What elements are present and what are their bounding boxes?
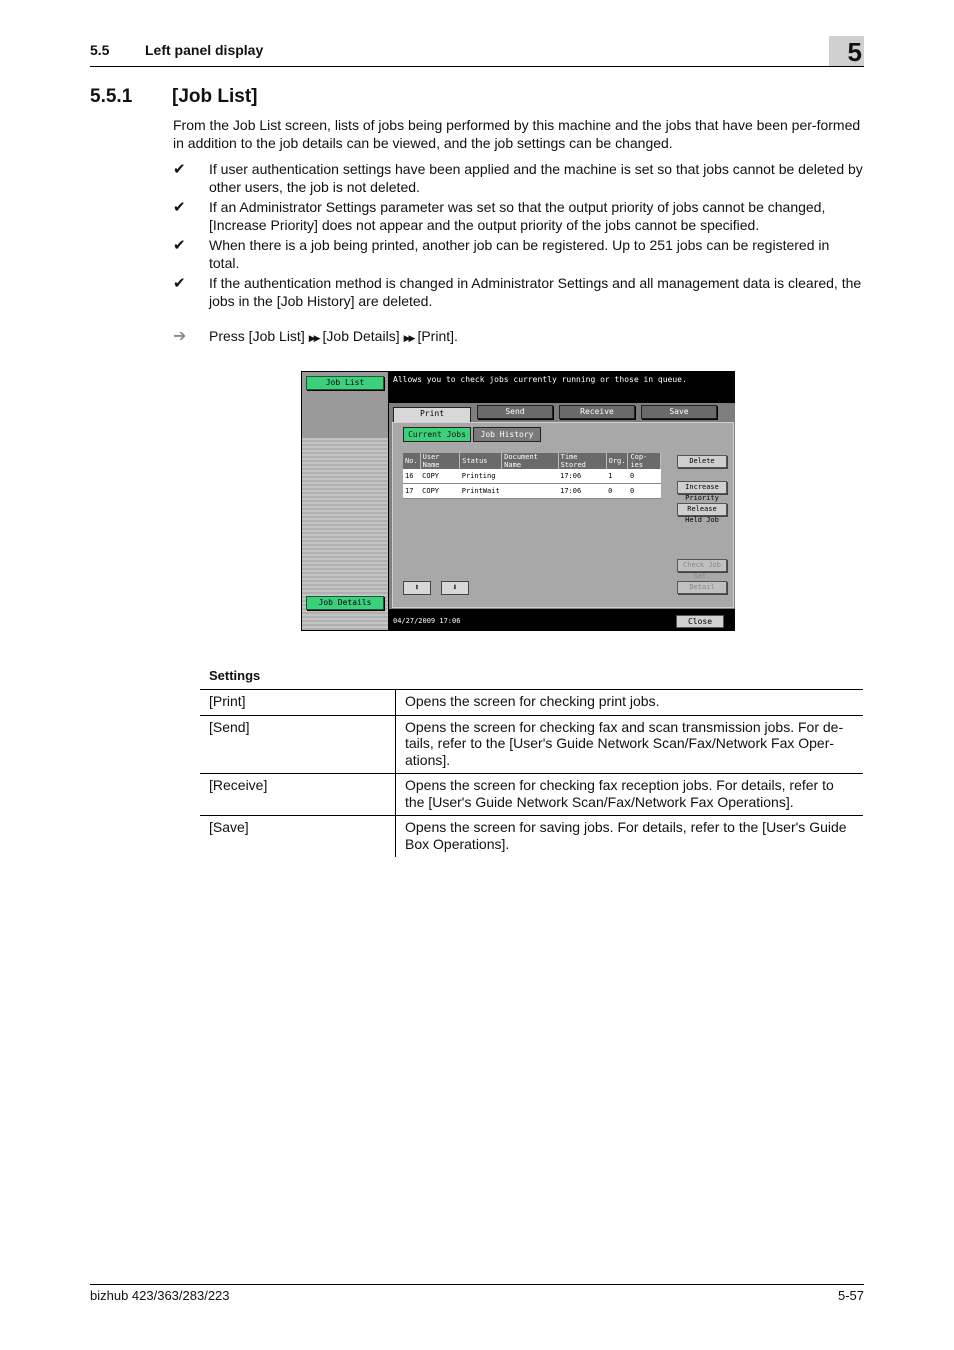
procedure-step: ➔ Press [Job List] ▶▶ [Job Details] ▶▶ [Print]. <box>173 328 458 345</box>
settings-table <box>200 689 863 857</box>
table-row[interactable]: 17 COPY PrintWait 17:06 0 0 <box>403 484 661 499</box>
page-heading <box>90 86 258 108</box>
arrow-right-icon: ➔ <box>173 328 187 345</box>
chapter-badge: 5 <box>829 36 864 66</box>
close-button[interactable]: Close <box>676 615 724 628</box>
scroll-down-button[interactable]: ⬇ <box>441 581 469 595</box>
datetime: 04/27/2009 17:06 <box>393 617 461 625</box>
page-number: 5-57 <box>837 1288 864 1303</box>
heading-number: 5.5.1 <box>90 86 133 107</box>
delete-button[interactable]: Delete <box>677 455 727 468</box>
release-held-job-button[interactable]: Release Held Job <box>677 503 727 516</box>
table-row[interactable]: 16 COPY Printing 17:06 1 0 <box>403 469 661 484</box>
note-item: ✔ When there is a job being printed, another job can be registered. Up to 251 jobs can be registered in total. <box>173 237 830 271</box>
settings-caption: Settings <box>209 668 261 683</box>
scroll-up-button[interactable]: ⬆ <box>403 581 431 595</box>
job-details-button[interactable]: Job Details <box>306 596 384 610</box>
table-row: [Receive] Opens the screen for checking fax reception jobs. For details, refer to the [User's Guide Network Scan/Fax/Network Fax Operations]. <box>200 774 863 816</box>
table-row: [Save] Opens the screen for saving jobs. For details, refer to the [User's Guide Box Operations]. <box>200 816 863 858</box>
note-item: ✔ If the authentication method is changed in Administrator Settings and all management data is cleared, the jobs in the [Job History] are deleted. <box>173 275 862 309</box>
tab-current-jobs[interactable]: Current Jobs <box>403 427 471 442</box>
increase-priority-button[interactable]: Increase Priority <box>677 481 727 494</box>
section-title: Left panel display <box>145 42 264 58</box>
check-job-settings-button[interactable]: Check Job Set. <box>677 559 727 572</box>
tab-send[interactable]: Send <box>477 405 553 419</box>
tab-receive[interactable]: Receive <box>559 405 635 419</box>
check-icon: ✔ <box>173 237 186 254</box>
job-table: No. User Name Status Document Name Time Stored Org. Cop-ies 16 COPY Printing 17:06 1 0 17 COPY PrintWait 17:06 0 0 <box>403 453 661 499</box>
job-list-button[interactable]: Job List <box>306 376 384 390</box>
check-icon: ✔ <box>173 199 186 216</box>
screen-footer <box>389 609 735 631</box>
note-item: ✔ If an Administrator Settings parameter was set so that the output priority of jobs cannot be changed, [Increase Priority] does not appear and the output priority of the jobs cannot be specified. <box>173 199 826 233</box>
double-arrow-icon: ▶▶ <box>308 333 319 343</box>
model-name: bizhub 423/363/283/223 <box>90 1288 230 1303</box>
double-arrow-icon: ▶▶ <box>403 333 414 343</box>
job-panel <box>389 403 735 631</box>
detail-button[interactable]: Detail <box>677 581 727 594</box>
table-row: [Print] Opens the screen for checking print jobs. <box>200 690 863 716</box>
heading-title: [Job List] <box>172 86 258 107</box>
tab-print[interactable]: Print <box>393 407 471 424</box>
note-list <box>173 161 863 313</box>
left-panel <box>302 372 388 630</box>
job-list-screenshot <box>301 371 735 631</box>
tab-save[interactable]: Save <box>641 405 717 419</box>
check-icon: ✔ <box>173 275 186 292</box>
tab-job-history[interactable]: Job History <box>473 427 541 442</box>
job-list-body <box>392 422 734 608</box>
page-footer <box>90 1284 864 1303</box>
check-icon: ✔ <box>173 161 186 178</box>
screen-message: Allows you to check jobs currently running or those in queue. <box>389 371 735 403</box>
page-header <box>90 40 864 67</box>
section-number: 5.5 <box>90 42 110 58</box>
intro-paragraph: From the Job List screen, lists of jobs being performed by this machine and the jobs that have been per-formed in addition to the job details can be viewed, and the job settings can be changed. <box>173 117 861 151</box>
table-row: [Send] Opens the screen for checking fax and scan transmission jobs. For de-tails, refer to the [User's Guide Network Scan/Fax/Network Fax Oper-ations]. <box>200 715 863 774</box>
note-item: ✔ If user authentication settings have been applied and the machine is set so that jobs cannot be deleted by other users, the job is not deleted. <box>173 161 863 195</box>
